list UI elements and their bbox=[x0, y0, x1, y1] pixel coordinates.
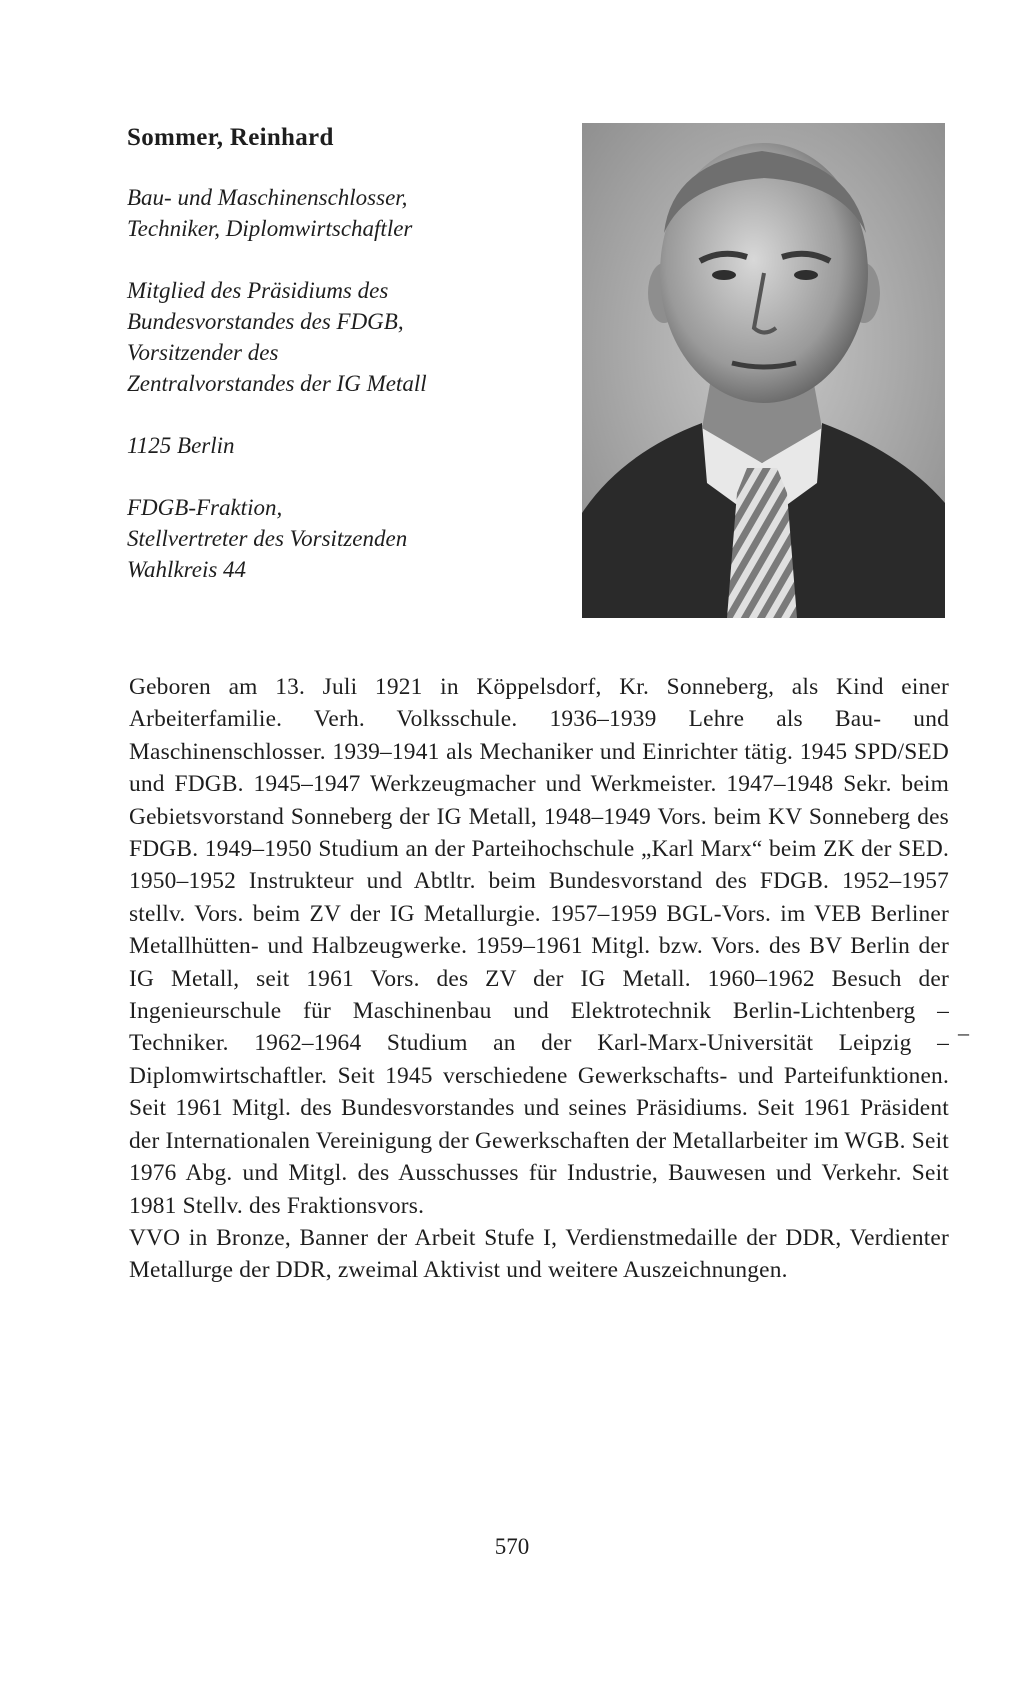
person-name: Sommer, Reinhard bbox=[127, 124, 334, 151]
person-details bbox=[127, 182, 557, 616]
profession-block bbox=[127, 182, 557, 244]
functions-block bbox=[127, 275, 557, 399]
fraction-line: Wahlkreis 44 bbox=[127, 557, 247, 582]
function-line: Vorsitzender des bbox=[127, 340, 279, 365]
page-number: 570 bbox=[494, 1534, 530, 1559]
awards-text: VVO in Bronze, Banner der Arbeit Stufe I, Verdienstmedaille der DDR, Verdienter Metallurge der DDR, zweimal Aktivist und weitere Auszeichnungen. bbox=[129, 1224, 949, 1284]
fraction-line: Stellvertreter des Vorsitzenden bbox=[127, 526, 408, 551]
margin-mark: – bbox=[958, 1020, 969, 1045]
address-line: 1125 Berlin bbox=[127, 433, 235, 458]
function-line: Mitglied des Präsidiums des bbox=[127, 278, 389, 303]
portrait-photo bbox=[582, 123, 945, 618]
fraction-line: FDGB-Fraktion, bbox=[127, 495, 283, 520]
portrait-image bbox=[582, 123, 945, 618]
profession-line: Techniker, Diplomwirtschaftler bbox=[127, 216, 413, 241]
fraction-block bbox=[127, 492, 557, 585]
biography bbox=[129, 671, 949, 1287]
address-block bbox=[127, 430, 557, 461]
function-line: Bundesvorstandes des FDGB, bbox=[127, 309, 404, 334]
function-line: Zentralvorstandes der IG Metall bbox=[127, 371, 427, 396]
biography-text: Geboren am 13. Juli 1921 in Köppelsdorf, Kr. Sonneberg, als Kind einer Arbeiterfamilie. Verh. Volksschule. 1936–1939 Lehre als Bau- und Maschinenschlosser. 1939–1941 als Mechaniker und Einrichter tätig. 1945 SPD/SED und FDGB. 1945–1947 Werkzeugmacher und Werkmeister. 1947–1948 Sekr. beim Gebietsvorstand Sonneberg der IG Metall, 1948–1949 Vors. beim KV Sonneberg des FDGB. 1949–1950 Studium an der Parteihochschule „Karl Marx“ beim ZK der SED. 1950–1952 Instrukteur und Abtltr. beim Bundesvorstand des FDGB. 1952–1957 stellv. Vors. beim ZV der IG Metallurgie. 1957–1959 BGL-Vors. im VEB Berliner Metallhütten- und Halbzeugwerke. 1959–1961 Mitgl. bzw. Vors. des BV Berlin der IG Metall, seit 1961 Vors. des ZV der IG Metall. 1960–1962 Besuch der Ingenieurschule für Maschinenbau und Elektrotechnik Berlin-Lichtenberg – Techniker. 1962–1964 Studium an der Karl-Marx-Universität Leipzig – Diplomwirtschaftler. Seit 1945 verschiedene Gewerkschafts- und Parteifunktionen. Seit 1961 Mitgl. des Bundesvorstandes und seines Präsidiums. Seit 1961 Präsident der Internationalen Vereinigung der Gewerkschaften der Metallarbeiter im WGB. Seit 1976 Abg. und Mitgl. des Ausschusses für Industrie, Bauwesen und Verkehr. Seit 1981 Stellv. des Fraktionsvors. bbox=[129, 674, 949, 1219]
profession-line: Bau- und Maschinenschlosser, bbox=[127, 185, 408, 210]
